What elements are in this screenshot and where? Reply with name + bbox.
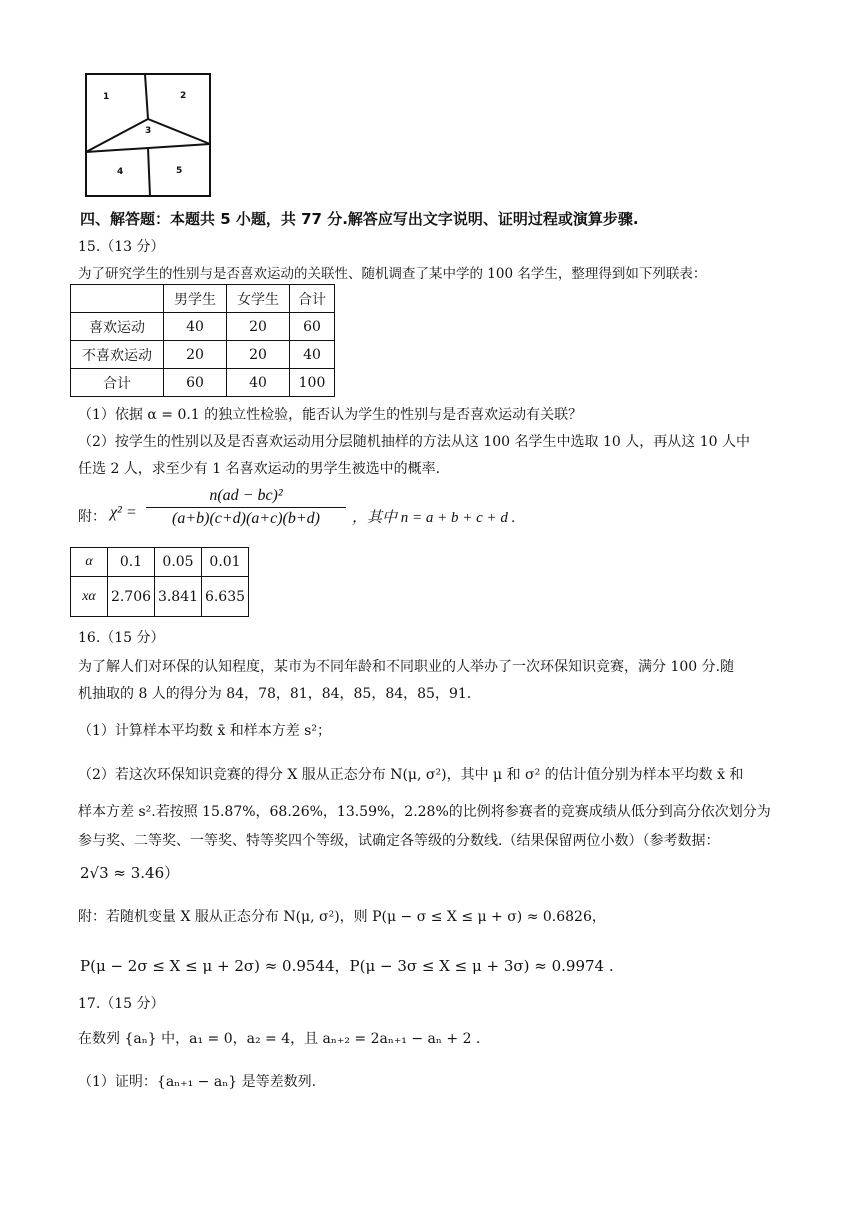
alpha-symbol: α <box>71 548 108 577</box>
q17-part1: （1）证明：{aₙ₊₁ − aₙ} 是等差数列. <box>78 1074 317 1090</box>
table-cell: 40 <box>290 341 335 369</box>
table-cell: 2.706 <box>108 577 155 617</box>
q16-part1: （1）计算样本平均数 x̄ 和样本方差 s²； <box>78 723 331 739</box>
chi-square-fraction <box>146 487 346 528</box>
q16-part2-line2: 样本方差 s².若按照 15.87%，68.26%，13.59%，2.28%的比例将参赛者的竞赛成绩从低分到高分依次划分为 <box>78 804 771 820</box>
q15-part1: （1）依据 α = 0.1 的独立性检验，能否认为学生的性别与是否喜欢运动有关联？ <box>78 407 583 423</box>
table-row <box>71 341 335 369</box>
table-cell: 20 <box>227 313 290 341</box>
table-cell: 100 <box>290 369 335 397</box>
table-row-label: 不喜欢运动 <box>71 341 164 369</box>
table-cell: 20 <box>164 341 227 369</box>
section-heading: 四、解答题：本题共 5 小题，共 77 分.解答应写出文字说明、证明过程或演算步骤. <box>80 210 639 228</box>
table-row-label: 合计 <box>71 369 164 397</box>
table-cell: 0.01 <box>202 548 249 577</box>
chi-square-lhs: χ² = <box>110 504 137 521</box>
fraction-denominator: (a+b)(c+d)(a+c)(b+d) <box>171 510 320 527</box>
table-row <box>71 577 249 617</box>
q16-line1: 为了解人们对环保的认知程度，某市为不同年龄和不同职业的人举办了一次环保知识竞赛，满分 100 分.随 <box>78 659 735 675</box>
x-alpha-symbol: xα <box>71 577 108 617</box>
q15-appendix-label: 附： <box>78 509 106 525</box>
table-row <box>71 548 249 577</box>
table-cell <box>71 285 164 313</box>
table-header-cell: 合计 <box>290 285 335 313</box>
q17-line1: 在数列 {aₙ} 中，a₁ = 0，a₂ = 4，且 aₙ₊₂ = 2aₙ₊₁ − aₙ + 2 . <box>78 1031 481 1047</box>
region-label-3: 3 <box>145 126 152 136</box>
table-cell: 60 <box>290 313 335 341</box>
q16-part2-line4: 2√3 ≈ 3.46） <box>80 864 180 882</box>
table-row <box>71 369 335 397</box>
fraction-bar <box>146 507 346 508</box>
table-cell: 40 <box>164 313 227 341</box>
region-figure <box>84 72 214 198</box>
q16-header: 16.（15 分） <box>78 630 165 646</box>
table-cell: 0.1 <box>108 548 155 577</box>
contingency-table <box>70 284 335 397</box>
fraction-numerator: n(ad − bc)² <box>209 487 283 504</box>
table-row <box>71 313 335 341</box>
critical-value-table <box>70 547 249 617</box>
table-cell: 6.635 <box>202 577 249 617</box>
q16-part2-line1: （2）若这次环保知识竞赛的得分 X 服从正态分布 N(μ, σ²)，其中 μ 和 σ² 的估计值分别为样本平均数 x̄ 和 <box>78 767 744 783</box>
table-cell: 20 <box>227 341 290 369</box>
region-label-4: 4 <box>117 167 124 177</box>
q15-part2-line1: （2）按学生的性别以及是否喜欢运动用分层随机抽样的方法从这 100 名学生中选取 10 人，再从这 10 人中 <box>78 434 750 450</box>
chi-square-where: ，其中 n = a + b + c + d . <box>352 510 516 526</box>
q15-intro: 为了研究学生的性别与是否喜欢运动的关联性、随机调查了某中学的 100 名学生，整理得到如下列联表： <box>78 266 707 282</box>
q16-appendix-line1: 附：若随机变量 X 服从正态分布 N(μ, σ²)，则 P(μ − σ ≤ X ≤ μ + σ) ≈ 0.6826， <box>78 909 606 925</box>
table-cell: 40 <box>227 369 290 397</box>
table-header-cell: 男学生 <box>164 285 227 313</box>
table-cell: 3.841 <box>155 577 202 617</box>
q16-line2: 机抽取的 8 人的得分为 84，78，81，84，85，84，85，91. <box>78 686 472 702</box>
table-cell: 0.05 <box>155 548 202 577</box>
table-cell: 60 <box>164 369 227 397</box>
q17-header: 17.（15 分） <box>78 996 165 1012</box>
q16-part2-line3: 参与奖、二等奖、一等奖、特等奖四个等级，试确定各等级的分数线.（结果保留两位小数）（参考数据： <box>78 833 720 849</box>
table-header-row <box>71 285 335 313</box>
q15-part2-line2: 任选 2 人，求至少有 1 名喜欢运动的男学生被选中的概率. <box>78 461 441 477</box>
table-row-label: 喜欢运动 <box>71 313 164 341</box>
region-label-1: 1 <box>103 92 110 102</box>
region-label-5: 5 <box>176 166 183 176</box>
table-header-cell: 女学生 <box>227 285 290 313</box>
q16-appendix-line2: P(μ − 2σ ≤ X ≤ μ + 2σ) ≈ 0.9544，P(μ − 3σ ≤ X ≤ μ + 3σ) ≈ 0.9974 . <box>80 957 614 975</box>
region-label-2: 2 <box>180 91 187 101</box>
q15-header: 15.（13 分） <box>78 239 165 255</box>
